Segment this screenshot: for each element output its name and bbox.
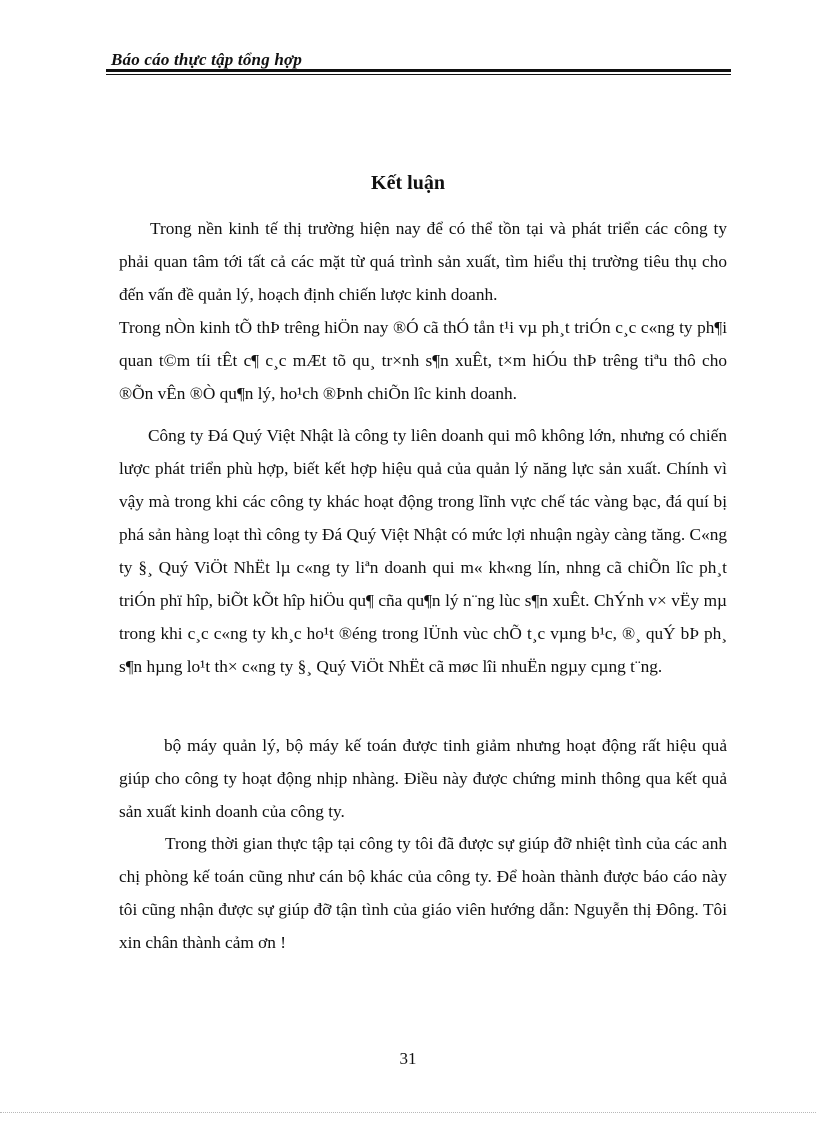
paragraph-intro: Trong nền kinh tế thị trường hiện nay để có thể tồn tại và phát triển các công ty phải quan tâm tới tất cả các mặt từ quá trình sản xuất, tìm hiểu thị trường tiêu thụ cho đến vấn đề quản lý, hoạch định chiến lược kinh doanh.	[119, 219, 727, 304]
paragraph-company: Công ty Đá Quý Việt Nhật là công ty liên doanh qui mô không lớn, nhưng có chiến lược phát triển phù hợp, biết kết hợp hiệu quả của quản lý năng lực sản xuất. Chính vì vậy mà trong khi các công ty khác hoạt động trong lĩnh vực chế tác vàng bạc, đá quí bị phá sản hàng loạt thì công ty Đá Quý Việt Nhật có mức lợi nhuận ngày càng tăng. C«ng ty §¸ Quý ViÖt NhËt lµ c«ng ty liªn doanh qui m« kh«ng lín, nhng cã chiÕn lîc ph¸t triÓn phï hîp, biÕt kÕt hîp hiÖu qu¶ cña qu¶n lý n¨ng lùc s¶n xuÊt. ChÝnh v× vËy mµ trong khi c¸c c«ng ty kh¸c ho¹t ®éng trong lÜnh vùc chÕ t¸c vµng b¹c, ®¸ quÝ bÞ ph¸ s¶n hµng lo¹t th× c«ng ty §¸ Quý ViÖt NhËt cã møc lîi nhuËn ngµy cµng t¨ng.	[119, 426, 727, 676]
header-rule-thick	[106, 69, 731, 72]
paragraph-intro-garbled: Trong nÒn kinh tÕ thÞ trêng hiÖn nay ®Ó cã thÓ tån t¹i vµ ph¸t triÓn c¸c c«ng ty ph¶i quan t©m tíi tÊt c¶ c¸c mÆt tõ qu¸ tr×nh s¶n xuÊt, t×m hiÓu thÞ trêng tiªu thô cho ®Õn vÊn ®Ò qu¶n lý, ho¹ch ®Þnh chiÕn lîc kinh doanh.	[119, 318, 727, 403]
paragraph-acknowledgement: Trong thời gian thực tập tại công ty tôi đã được sự giúp đỡ nhiệt tình của các anh chị phòng kế toán cũng như cán bộ khác của công ty. Để hoàn thành được báo cáo này tôi cũng nhận được sự giúp đỡ tận tình của giáo viên hướng dẫn: Nguyễn thị Đông. Tôi xin chân thành cảm ơn !	[119, 834, 727, 952]
running-header-title: Báo cáo thực tập tổng hợp	[111, 50, 303, 69]
page-number: 31	[399, 1049, 417, 1068]
paragraph-management: bộ máy quản lý, bộ máy kế toán được tinh giảm nhưng hoạt động rất hiệu quả giúp cho công ty hoạt động nhịp nhàng. Điều này được chứng minh thông qua kết quả sản xuất kinh doanh của công ty.	[119, 736, 727, 821]
header-rule-thin	[106, 74, 731, 75]
footer-dotted-rule	[0, 1112, 816, 1113]
section-heading: Kết luận	[371, 172, 445, 194]
